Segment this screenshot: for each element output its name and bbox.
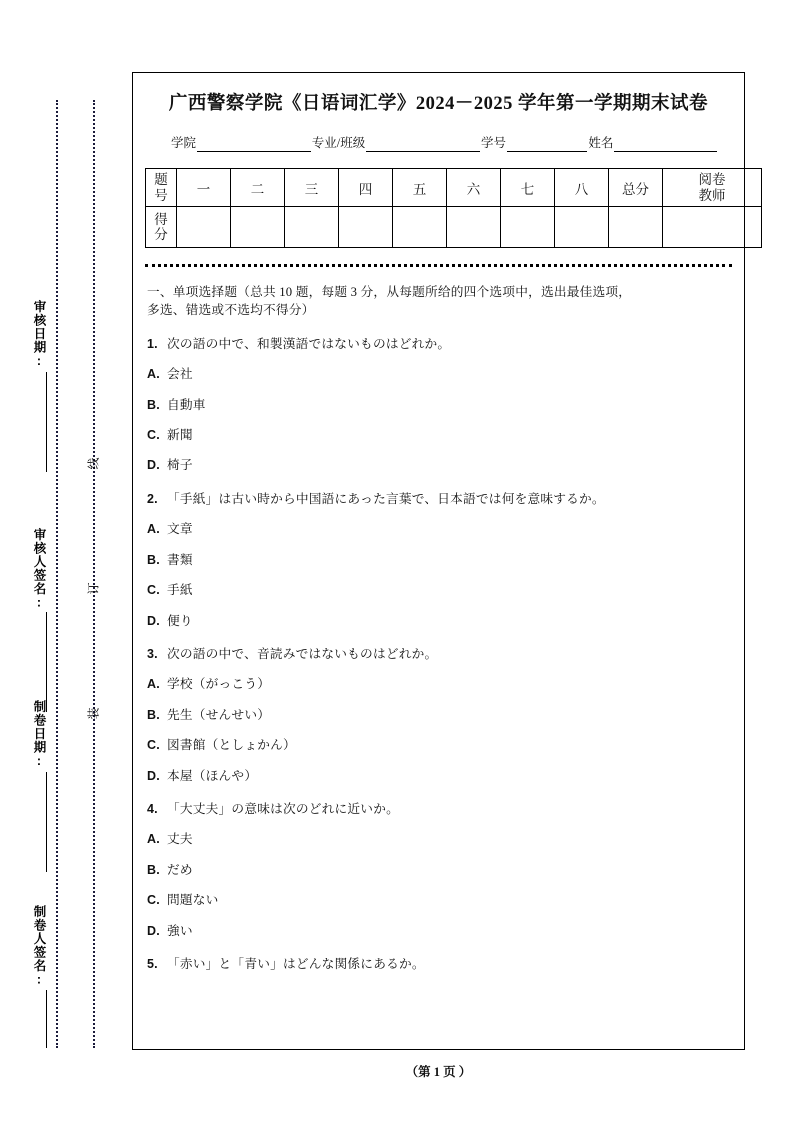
question-2-option-a[interactable] — [147, 520, 730, 538]
page-footer: （第 1 页 ） — [405, 1065, 472, 1079]
column-header-6: 六 — [447, 169, 501, 207]
margin-underline-review-date — [46, 372, 47, 472]
option-text: 学校（がっこう） — [167, 677, 271, 692]
question-1-option-d[interactable] — [147, 456, 730, 474]
column-header-3: 三 — [285, 169, 339, 207]
section-heading — [147, 283, 730, 320]
question-1 — [147, 335, 730, 353]
option-text: 問題ない — [167, 893, 219, 908]
score-cell-4[interactable] — [339, 207, 393, 248]
question-3-option-c[interactable] — [147, 736, 730, 754]
exam-paper-frame — [132, 72, 745, 1050]
question-4-option-c[interactable] — [147, 891, 730, 909]
question-3-option-b[interactable] — [147, 706, 730, 724]
option-text: 先生（せんせい） — [167, 707, 271, 722]
question-4-option-d[interactable] — [147, 922, 730, 940]
margin-dotted-rule-outer — [56, 100, 58, 1048]
question-1-number: 1. — [147, 336, 158, 351]
score-table — [145, 168, 762, 248]
margin-label-reviewer-signature: 审核人签名: — [32, 528, 46, 611]
input-major-class[interactable] — [366, 138, 480, 152]
question-2-option-c[interactable] — [147, 581, 730, 599]
page-title: 广西警察学院《日语词汇学》2024－2025 学年第一学期期末试卷 — [168, 94, 709, 114]
column-header-7: 七 — [501, 169, 555, 207]
question-3-option-a[interactable] — [147, 675, 730, 693]
question-2-option-b[interactable] — [147, 551, 730, 569]
option-letter: B. — [147, 397, 160, 412]
column-header-1: 一 — [177, 169, 231, 207]
option-letter: B. — [147, 707, 160, 722]
column-header-total: 总分 — [609, 169, 663, 207]
column-header-5: 五 — [393, 169, 447, 207]
score-cell-total[interactable] — [609, 207, 663, 248]
margin-label-review-date: 审核日期: — [32, 300, 46, 369]
option-letter: D. — [147, 768, 160, 783]
option-text: 新聞 — [167, 428, 193, 443]
score-cell-2[interactable] — [231, 207, 285, 248]
question-2-option-d[interactable] — [147, 612, 730, 630]
option-text: 自動車 — [167, 397, 206, 412]
option-text: 書類 — [167, 552, 193, 567]
option-text: 図書館（としょかん） — [167, 738, 296, 753]
table-row-scores — [146, 207, 762, 248]
input-student-name[interactable] — [614, 138, 717, 152]
binding-mark-ding: 订 — [86, 582, 101, 595]
row-header-score: 得 分 — [146, 207, 177, 248]
question-body — [145, 283, 732, 973]
binding-mark-xian: 线 — [86, 457, 101, 470]
question-4 — [147, 800, 730, 818]
score-cell-5[interactable] — [393, 207, 447, 248]
label-student-name: 姓名 — [588, 136, 614, 150]
column-header-2: 二 — [231, 169, 285, 207]
section-heading-line-1: 一、单项选择题（总共 10 题，每题 3 分，从每题所给的四个选项中，选出最佳选项， — [147, 285, 632, 300]
option-letter: D. — [147, 458, 160, 473]
question-1-text: 次の語の中で、和製漢語ではないものはどれか。 — [167, 336, 451, 351]
option-letter: D. — [147, 613, 160, 628]
score-cell-8[interactable] — [555, 207, 609, 248]
score-cell-6[interactable] — [447, 207, 501, 248]
column-header-8: 八 — [555, 169, 609, 207]
question-3-text: 次の語の中で、音読みではないものはどれか。 — [167, 646, 438, 661]
question-4-text: 「大丈夫」の意味は次のどれに近いか。 — [167, 801, 399, 816]
row-header-question-number: 题 号 — [146, 169, 177, 207]
option-text: 強い — [167, 923, 193, 938]
option-letter: B. — [147, 862, 160, 877]
question-2-number: 2. — [147, 491, 158, 506]
score-cell-7[interactable] — [501, 207, 555, 248]
option-text: 本屋（ほんや） — [167, 768, 258, 783]
question-2-text: 「手紙」は古い時から中国語にあった言葉で、日本語では何を意味するか。 — [167, 491, 605, 506]
question-3-number: 3. — [147, 646, 158, 661]
input-college[interactable] — [197, 138, 311, 152]
question-4-option-a[interactable] — [147, 830, 730, 848]
question-1-option-c[interactable] — [147, 426, 730, 444]
question-4-number: 4. — [147, 801, 158, 816]
option-letter: C. — [147, 738, 160, 753]
question-5 — [147, 955, 730, 973]
margin-underline-paper-maker-signature — [46, 990, 47, 1048]
option-letter: C. — [147, 893, 160, 908]
label-student-id: 学号 — [480, 136, 506, 150]
option-text: 便り — [167, 613, 193, 628]
label-major-class: 专业/班级 — [311, 136, 366, 150]
column-header-4: 四 — [339, 169, 393, 207]
question-3 — [147, 645, 730, 663]
option-text: 丈夫 — [167, 832, 193, 847]
option-letter: C. — [147, 583, 160, 598]
binding-mark-zhuang: 装 — [86, 707, 101, 720]
option-letter: A. — [147, 832, 160, 847]
question-1-option-a[interactable] — [147, 365, 730, 383]
option-letter: A. — [147, 677, 160, 692]
option-text: 手紙 — [167, 583, 193, 598]
margin-underline-reviewer-signature — [46, 612, 47, 712]
student-info-line — [145, 133, 732, 152]
option-text: 文章 — [167, 522, 193, 537]
option-letter: D. — [147, 923, 160, 938]
question-5-text: 「赤い」と「青い」はどんな関係にあるか。 — [167, 956, 425, 971]
option-letter: A. — [147, 522, 160, 537]
option-letter: B. — [147, 552, 160, 567]
score-cell-3[interactable] — [285, 207, 339, 248]
input-student-id[interactable] — [507, 138, 587, 152]
table-row-question-numbers — [146, 169, 762, 207]
option-letter: A. — [147, 367, 160, 382]
option-text: だめ — [167, 862, 193, 877]
section-heading-line-2: 多选、错选或不选均不得分） — [147, 303, 315, 318]
option-text: 椅子 — [167, 458, 193, 473]
column-header-grading-teacher: 阅卷 教师 — [663, 169, 762, 207]
section-divider — [145, 264, 732, 267]
margin-label-paper-made-date: 制卷日期: — [32, 700, 46, 769]
question-3-option-d[interactable] — [147, 767, 730, 785]
question-5-number: 5. — [147, 956, 158, 971]
label-college: 学院 — [171, 136, 197, 150]
question-1-option-b[interactable] — [147, 396, 730, 414]
score-cell-1[interactable] — [177, 207, 231, 248]
score-cell-grading-teacher[interactable] — [663, 207, 762, 248]
option-text: 会社 — [167, 367, 193, 382]
question-4-option-b[interactable] — [147, 861, 730, 879]
question-2 — [147, 490, 730, 508]
margin-label-paper-maker-signature: 制卷人签名: — [32, 905, 46, 988]
margin-underline-paper-made-date — [46, 772, 47, 872]
option-letter: C. — [147, 428, 160, 443]
